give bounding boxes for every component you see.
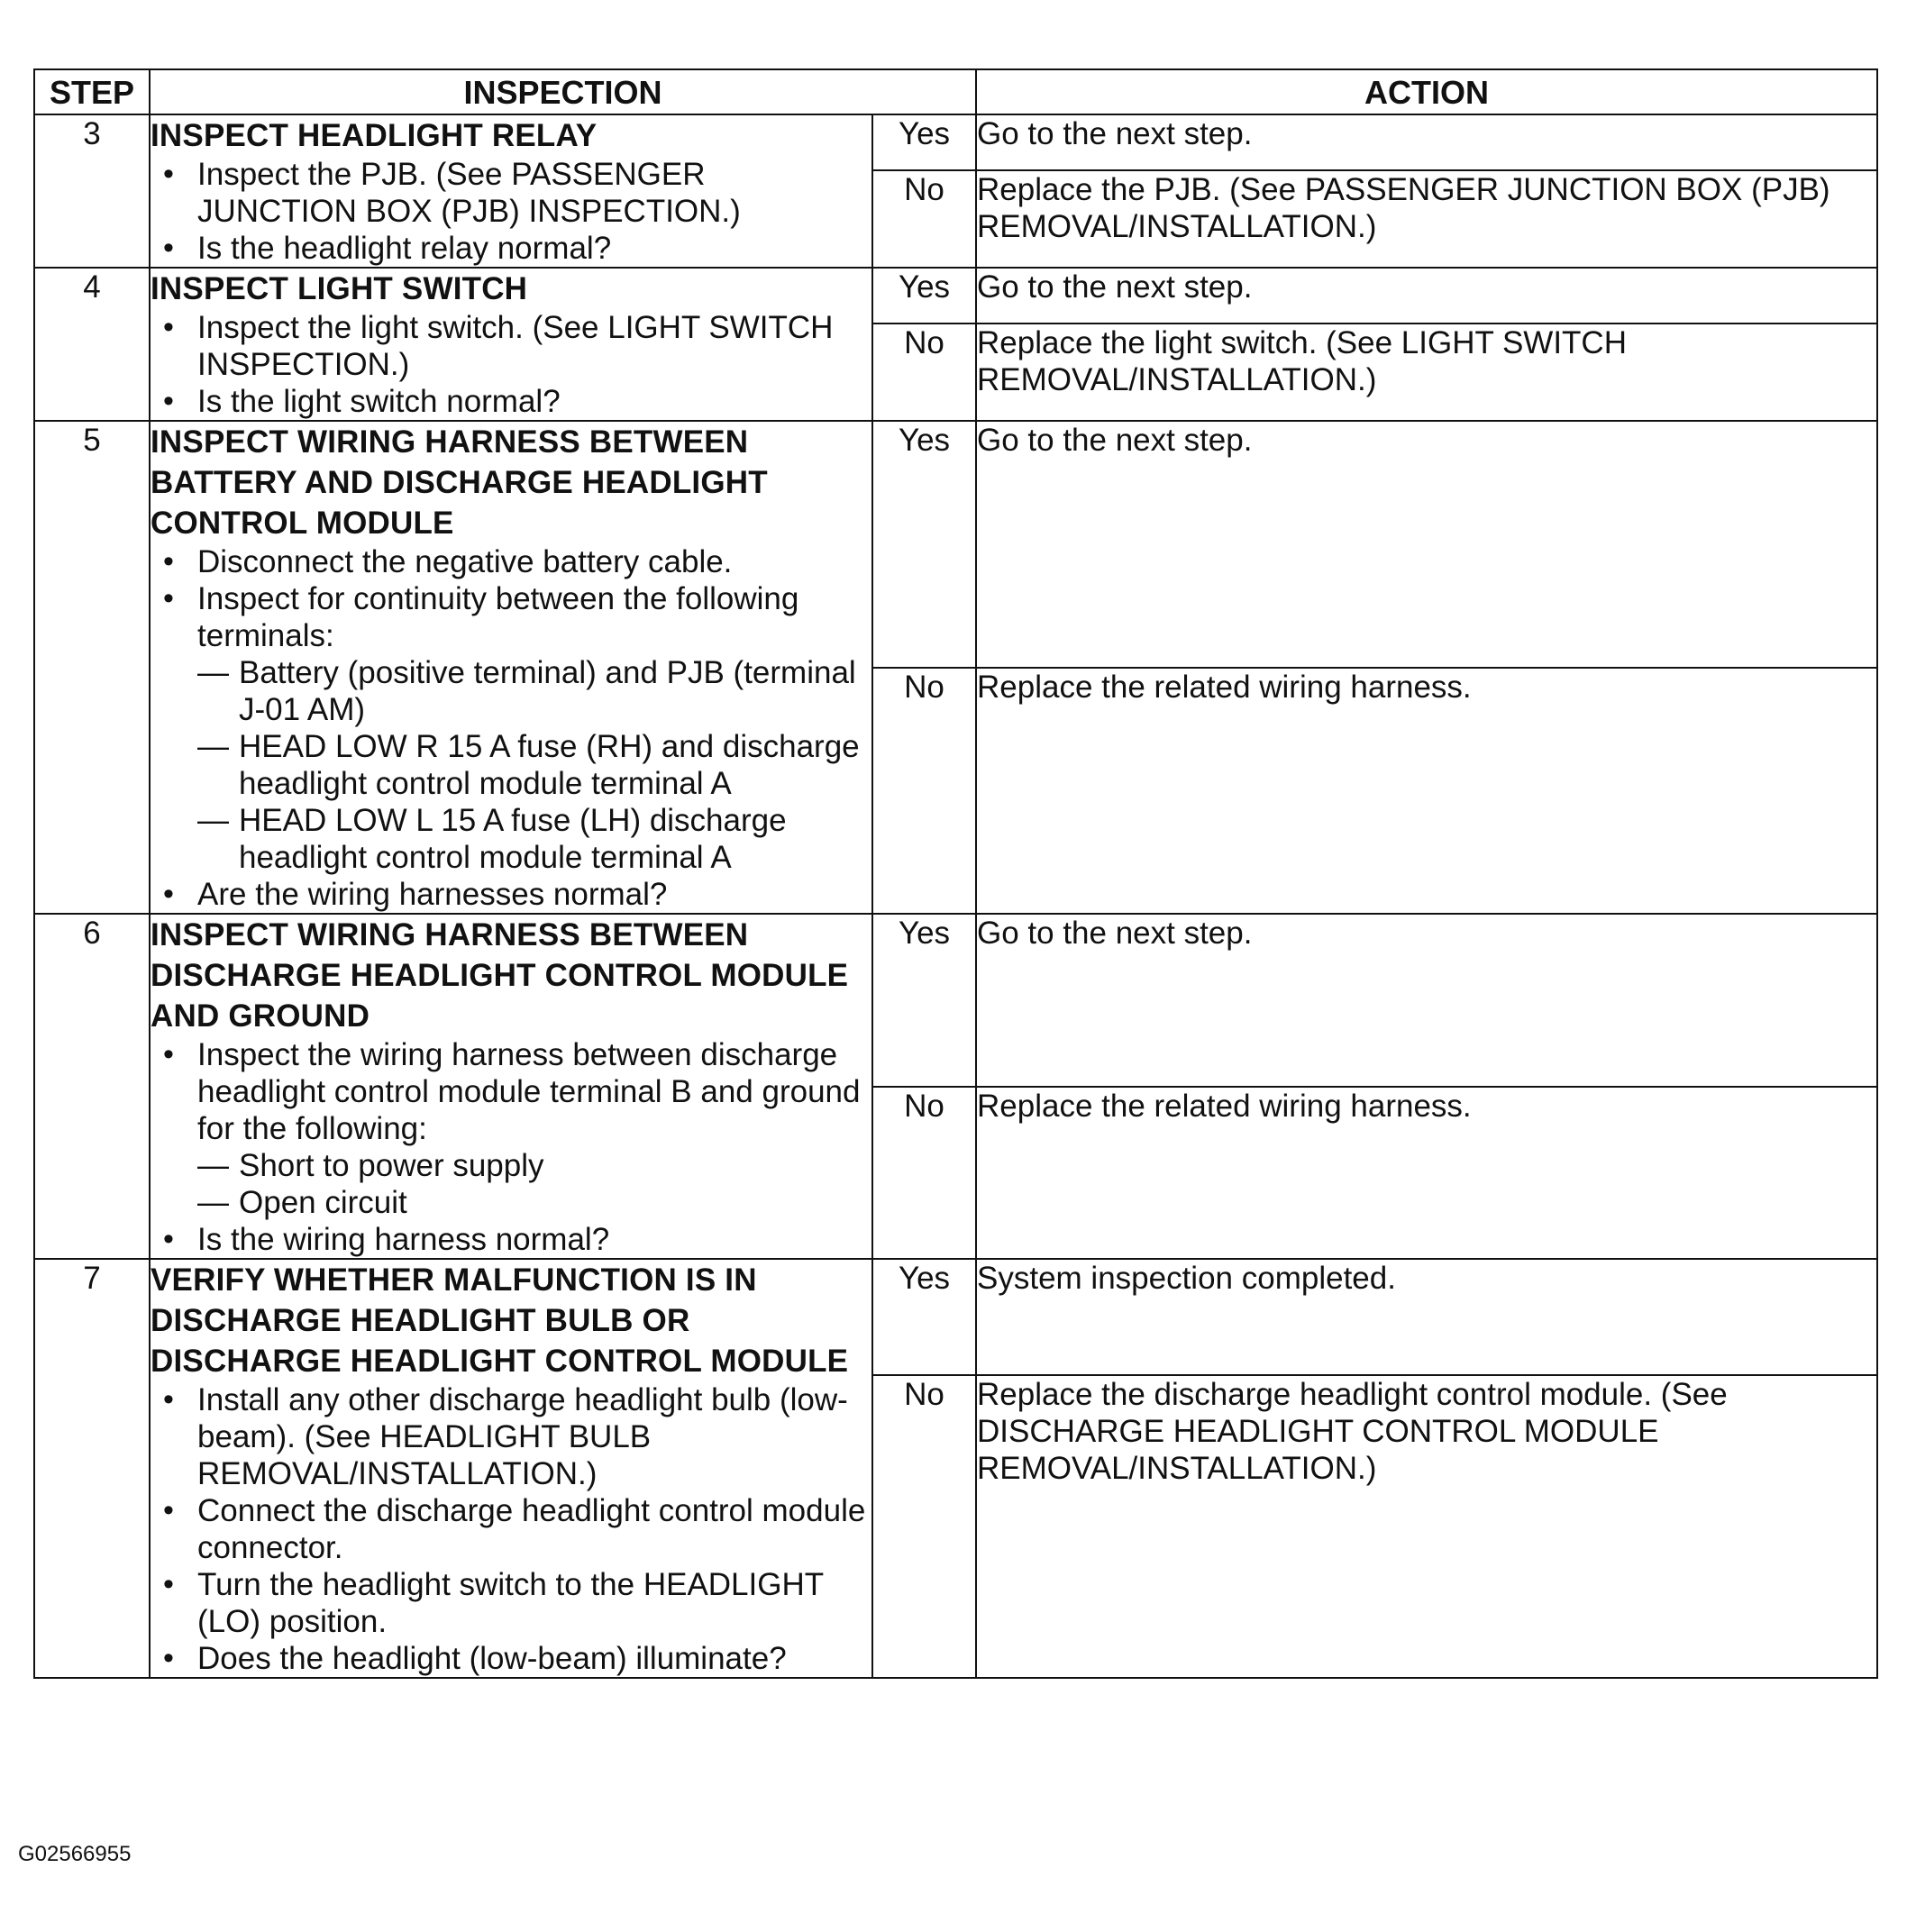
dash-item: — HEAD LOW L 15 A fuse (LH) discharge headlight control module terminal A <box>197 802 871 876</box>
step-row-yes <box>34 114 1877 170</box>
inspection-bullets <box>151 1036 871 1258</box>
dash-list <box>197 654 871 876</box>
step-row-yes <box>34 1259 1877 1375</box>
bullet-item: • Connect the discharge headlight control module connector. <box>151 1492 871 1566</box>
step-number: 7 <box>34 1259 150 1678</box>
inspection-table <box>33 68 1878 1679</box>
step-row-yes <box>34 914 1877 1087</box>
inspection-bullets <box>151 1381 871 1677</box>
no-label: No <box>872 1087 976 1260</box>
dash-item: — Open circuit <box>197 1184 871 1221</box>
inspection-cell <box>150 268 872 421</box>
yes-action: Go to the next step. <box>976 914 1877 1087</box>
yes-action: Go to the next step. <box>976 114 1877 170</box>
header-action: ACTION <box>976 69 1877 114</box>
yes-action: System inspection completed. <box>976 1259 1877 1375</box>
yes-label: Yes <box>872 114 976 170</box>
step-row-yes <box>34 421 1877 668</box>
inspection-cell <box>150 421 872 914</box>
bullet-item: • Are the wiring harnesses normal? <box>151 876 871 913</box>
dash-item: — Battery (positive terminal) and PJB (terminal J-01 AM) <box>197 654 871 728</box>
inspection-bullets <box>151 156 871 267</box>
no-label: No <box>872 1375 976 1678</box>
bullet-item <box>151 1036 871 1221</box>
bullet-item: • Turn the headlight switch to the HEADLIGHT (LO) position. <box>151 1566 871 1640</box>
bullet-item: • Does the headlight (low-beam) illuminate? <box>151 1640 871 1677</box>
step-number: 4 <box>34 268 150 421</box>
no-action: Replace the related wiring harness. <box>976 1087 1877 1260</box>
no-label: No <box>872 324 976 421</box>
header-row <box>34 69 1877 114</box>
inspection-cell <box>150 114 872 268</box>
yes-label: Yes <box>872 914 976 1087</box>
bullet-item: • Inspect the PJB. (See PASSENGER JUNCTION BOX (PJB) INSPECTION.) <box>151 156 871 230</box>
inspection-cell <box>150 914 872 1259</box>
bullet-item: • Is the light switch normal? <box>151 383 871 420</box>
inspection-bullets <box>151 309 871 420</box>
step-number: 5 <box>34 421 150 914</box>
header-inspection: INSPECTION <box>150 69 976 114</box>
no-label: No <box>872 170 976 268</box>
no-action: Replace the light switch. (See LIGHT SWITCH REMOVAL/INSTALLATION.) <box>976 324 1877 421</box>
header-step: STEP <box>34 69 150 114</box>
yes-label: Yes <box>872 268 976 324</box>
no-action: Replace the PJB. (See PASSENGER JUNCTION BOX (PJB) REMOVAL/INSTALLATION.) <box>976 170 1877 268</box>
no-action: Replace the related wiring harness. <box>976 668 1877 915</box>
step-row-yes <box>34 268 1877 324</box>
bullet-item <box>151 580 871 876</box>
inspection-title: INSPECT WIRING HARNESS BETWEEN BATTERY AND DISCHARGE HEADLIGHT CONTROL MODULE <box>151 424 768 541</box>
yes-action: Go to the next step. <box>976 421 1877 668</box>
figure-id: G02566955 <box>18 1842 132 1866</box>
dash-list <box>197 1147 871 1221</box>
inspection-title: VERIFY WHETHER MALFUNCTION IS IN DISCHARGE HEADLIGHT BULB OR DISCHARGE HEADLIGHT CONTROL MODULE <box>151 1262 849 1379</box>
no-label: No <box>872 668 976 915</box>
bullet-text: Inspect for continuity between the following terminals: <box>197 581 799 653</box>
no-action: Replace the discharge headlight control module. (See DISCHARGE HEADLIGHT CONTROL MODULE REMOVAL/INSTALLATION.) <box>976 1375 1877 1678</box>
yes-label: Yes <box>872 1259 976 1375</box>
bullet-text: Inspect the wiring harness between discharge headlight control module terminal B and ground for the following: <box>197 1037 861 1146</box>
inspection-cell <box>150 1259 872 1678</box>
bullet-item: • Is the wiring harness normal? <box>151 1221 871 1258</box>
bullet-item: • Disconnect the negative battery cable. <box>151 543 871 580</box>
inspection-title: INSPECT HEADLIGHT RELAY <box>151 118 598 153</box>
bullet-item: • Is the headlight relay normal? <box>151 230 871 267</box>
step-number: 6 <box>34 914 150 1259</box>
dash-item: — HEAD LOW R 15 A fuse (RH) and discharge headlight control module terminal A <box>197 728 871 802</box>
step-number: 3 <box>34 114 150 268</box>
dash-item: — Short to power supply <box>197 1147 871 1184</box>
inspection-title: INSPECT LIGHT SWITCH <box>151 271 528 306</box>
yes-label: Yes <box>872 421 976 668</box>
bullet-item: • Install any other discharge headlight bulb (low-beam). (See HEADLIGHT BULB REMOVAL/INSTALLATION.) <box>151 1381 871 1492</box>
yes-action: Go to the next step. <box>976 268 1877 324</box>
bullet-item: • Inspect the light switch. (See LIGHT SWITCH INSPECTION.) <box>151 309 871 383</box>
inspection-title: INSPECT WIRING HARNESS BETWEEN DISCHARGE HEADLIGHT CONTROL MODULE AND GROUND <box>151 917 849 1034</box>
inspection-bullets <box>151 543 871 913</box>
